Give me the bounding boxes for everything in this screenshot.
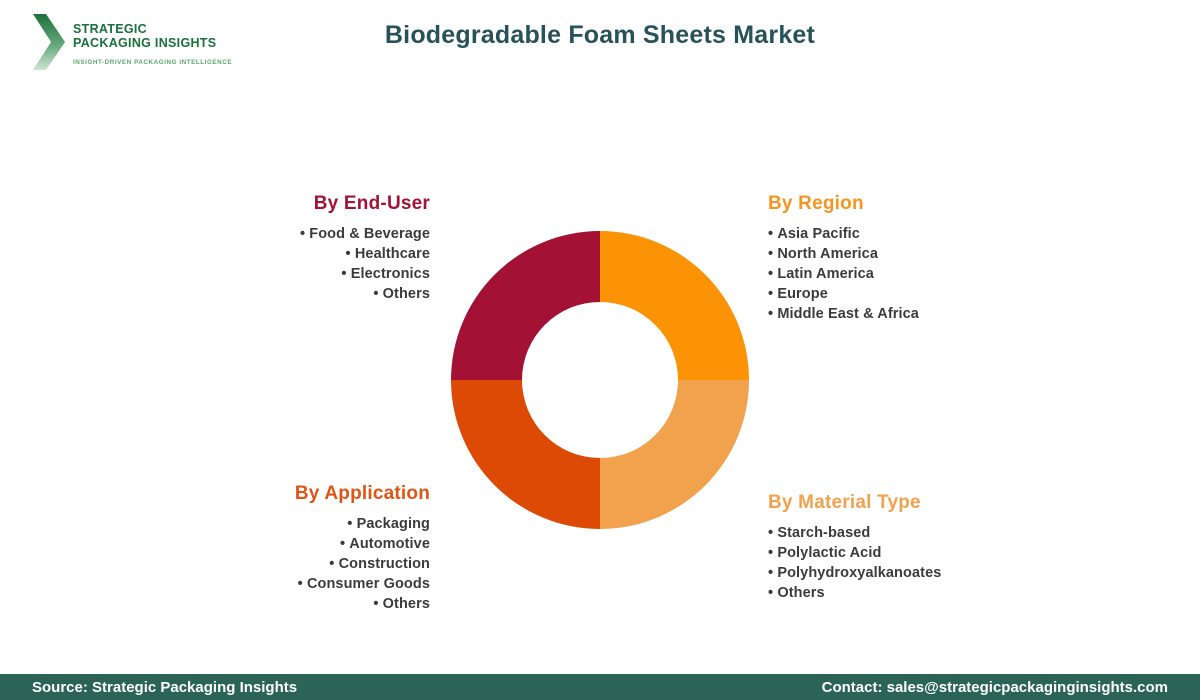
- list-item: • Consumer Goods: [210, 574, 430, 594]
- list-item: • Starch-based: [768, 523, 1008, 543]
- list-item: • Automotive: [210, 534, 430, 554]
- list-item: • North America: [768, 244, 998, 264]
- section-region: [768, 193, 998, 324]
- footer-source: Source: Strategic Packaging Insights: [32, 678, 298, 696]
- list-item: • Asia Pacific: [768, 224, 998, 244]
- footer-bar: [0, 674, 1200, 700]
- list-item: • Food & Beverage: [210, 224, 430, 244]
- list-item: • Others: [768, 583, 1008, 603]
- list-item: • Electronics: [210, 264, 430, 284]
- section-material-type: [768, 492, 1008, 603]
- list-item: • Middle East & Africa: [768, 304, 998, 324]
- donut-chart: [451, 231, 749, 529]
- list-item: • Europe: [768, 284, 998, 304]
- section-material-type-list: [768, 523, 1008, 603]
- list-item: • Latin America: [768, 264, 998, 284]
- section-application-list: [210, 514, 430, 614]
- section-end-user-title: By End-User: [313, 193, 430, 214]
- section-end-user-list: [210, 224, 430, 304]
- list-item: • Polyhydroxyalkanoates: [768, 563, 1008, 583]
- section-region-list: [768, 224, 998, 324]
- footer-contact: Contact: sales@strategicpackaginginsights.com: [821, 678, 1168, 696]
- section-material-type-title: By Material Type: [768, 492, 921, 513]
- list-item: • Polylactic Acid: [768, 543, 1008, 563]
- list-item: • Construction: [210, 554, 430, 574]
- list-item: • Others: [210, 594, 430, 614]
- section-application-title: By Application: [294, 483, 430, 504]
- list-item: • Others: [210, 284, 430, 304]
- logo-line2: PACKAGING INSIGHTS: [73, 36, 217, 50]
- logo-line1: STRATEGIC: [73, 22, 147, 36]
- section-application: [210, 483, 430, 614]
- section-end-user: [210, 193, 430, 304]
- list-item: • Healthcare: [210, 244, 430, 264]
- section-region-title: By Region: [768, 193, 864, 214]
- donut-hole: [522, 302, 678, 458]
- page-title: Biodegradable Foam Sheets Market: [384, 21, 816, 49]
- list-item: • Packaging: [210, 514, 430, 534]
- logo-tagline: INSIGHT-DRIVEN PACKAGING INTELLIGENCE: [73, 59, 233, 66]
